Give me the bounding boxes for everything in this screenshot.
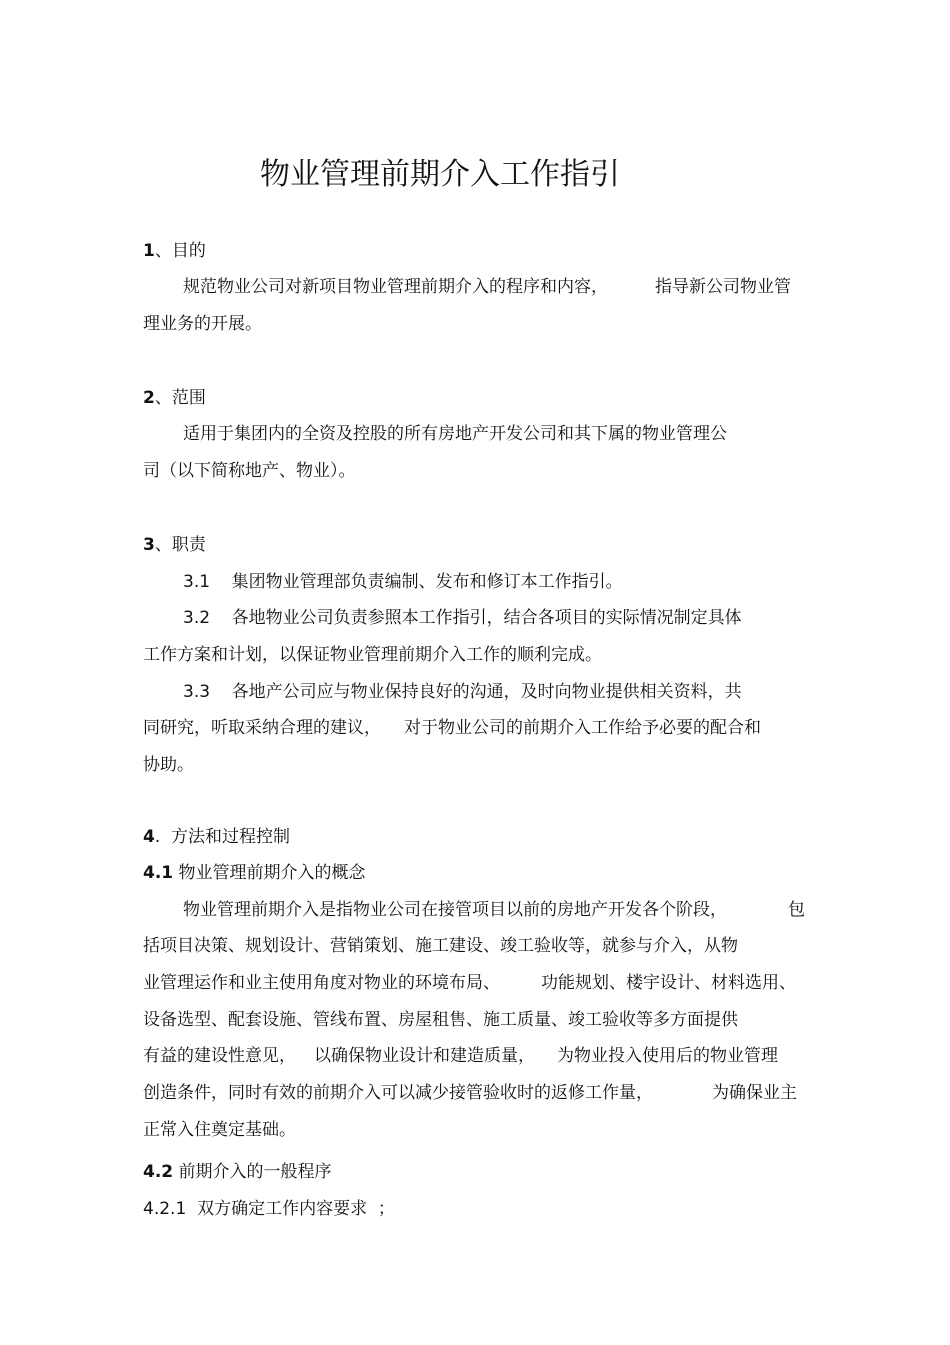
section-2-title: 、范围 (154, 388, 206, 408)
section-4-2-heading (143, 1161, 332, 1183)
section-1-title: 、目的 (154, 241, 206, 261)
section-3-3-line-3: 协助。 (143, 755, 194, 775)
section-4-2-title: 前期介入的一般程序 (173, 1162, 332, 1182)
section-3-3-line-2a: 同研究，听取采纳合理的建议， (143, 718, 381, 738)
section-4-1-line-5a: 有益的建设性意见， (143, 1046, 296, 1066)
section-1-line-1a: 规范物业公司对新项目物业管理前期介入的程序和内容， (183, 277, 608, 297)
section-4-1-line-7: 正常入住奠定基础。 (143, 1120, 296, 1140)
section-3-3-line-2b: 对于物业公司的前期介入工作给予必要的配合和 (404, 718, 761, 738)
section-3-2-line-1: 3.2 各地物业公司负责参照本工作指引，结合各项目的实际情况制定具体 (183, 608, 742, 628)
section-4-1-title: 物业管理前期介入的概念 (173, 863, 366, 883)
section-4-1-line-2: 括项目决策、规划设计、营销策划、施工建设、竣工验收等，就参与介入，从物 (143, 936, 738, 956)
section-4-1-line-1a: 物业管理前期介入是指物业公司在接管项目以前的房地产开发各个阶段， (183, 900, 727, 920)
section-4-1-line-4: 设备选型、配套设施、管线布置、房屋租售、施工质量、竣工验收等多方面提供 (143, 1010, 738, 1030)
section-1-line-1b: 指导新公司物业管 (655, 277, 791, 297)
section-2-heading (143, 387, 206, 409)
section-4-2-1: 4.2.1 双方确定工作内容要求 ； (143, 1199, 395, 1219)
section-1-heading (143, 240, 206, 262)
document-title: 物业管理前期介入工作指引 (260, 157, 620, 192)
section-3-3-line-1: 3.3 各地产公司应与物业保持良好的沟通，及时向物业提供相关资料，共 (183, 682, 742, 702)
section-4-heading (143, 826, 290, 848)
section-4-1-line-6b: 为确保业主 (712, 1083, 797, 1103)
section-2-line-1: 适用于集团内的全资及控股的所有房地产开发公司和其下属的物业管理公 (183, 424, 727, 444)
section-1-line-2: 理业务的开展。 (143, 314, 262, 334)
section-4-1-line-1b: 包 (788, 900, 805, 920)
section-3-heading (143, 534, 206, 556)
section-4-1-heading (143, 862, 366, 884)
section-4-1-line-6a: 创造条件，同时有效的前期介入可以减少接管验收时的返修工作量， (143, 1083, 653, 1103)
section-3-1: 3.1 集团物业管理部负责编制、发布和修订本工作指引。 (183, 572, 623, 592)
section-4-2-number: 4.2 (143, 1162, 174, 1182)
section-4-1-line-3b: 功能规划、楼宇设计、材料选用、 (541, 973, 796, 993)
section-4-1-line-3a: 业管理运作和业主使用角度对物业的环境布局、 (143, 973, 500, 993)
section-3-title: 、职责 (154, 535, 206, 555)
section-4-1-line-5b: 以确保物业设计和建造质量， (314, 1046, 535, 1066)
section-3-number: 3 (143, 535, 155, 555)
section-4-1-line-5c: 为物业投入使用后的物业管理 (557, 1046, 778, 1066)
section-1-number: 1 (143, 241, 155, 261)
section-4-title: . 方法和过程控制 (154, 827, 291, 847)
section-2-number: 2 (143, 388, 155, 408)
section-4-number: 4 (143, 827, 155, 847)
section-3-2-line-2: 工作方案和计划，以保证物业管理前期介入工作的顺利完成。 (143, 645, 602, 665)
section-2-line-2: 司（以下简称地产、物业）。 (143, 461, 356, 481)
section-4-1-number: 4.1 (143, 863, 174, 883)
